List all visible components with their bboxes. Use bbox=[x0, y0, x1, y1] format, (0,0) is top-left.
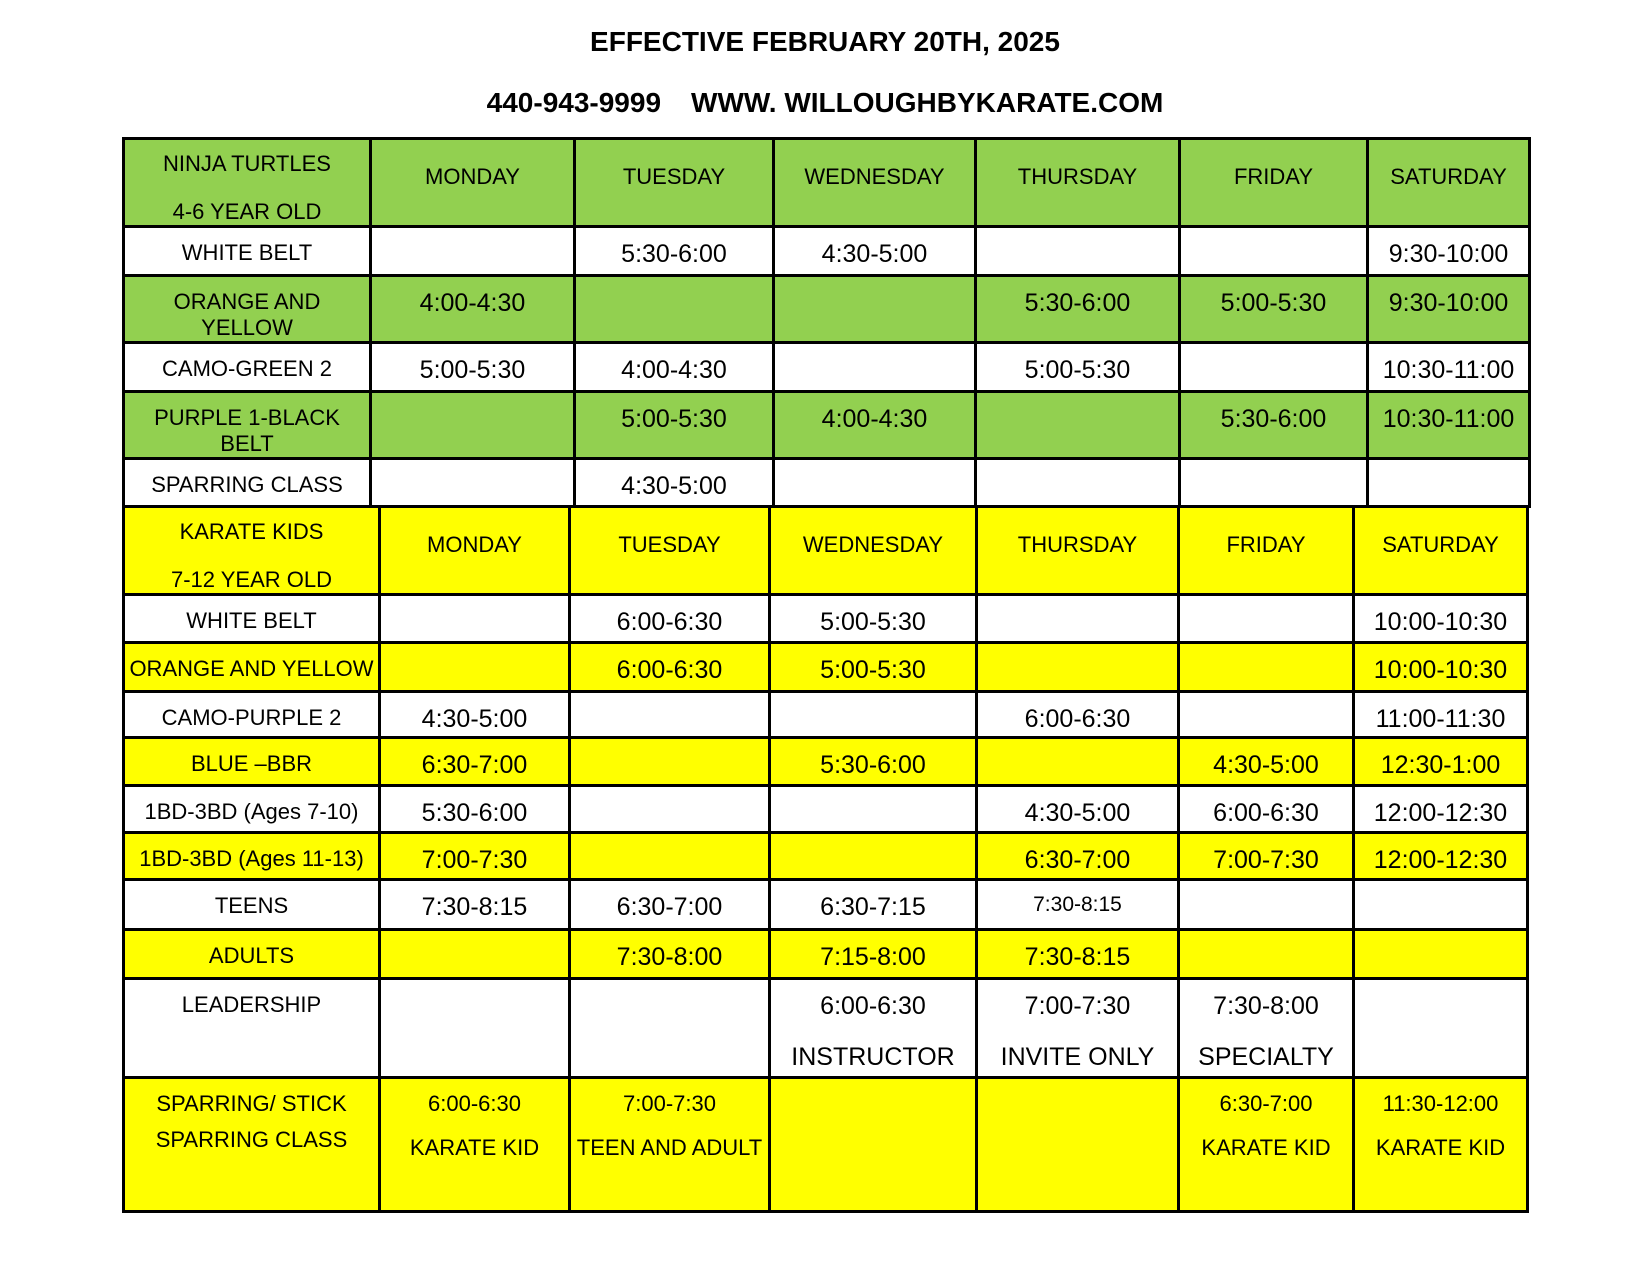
class-label: TEENS bbox=[124, 880, 380, 930]
time-cell-monday bbox=[380, 643, 570, 692]
day-header-friday: FRIDAY bbox=[1179, 507, 1354, 595]
time-cell-monday: 4:30-5:00 bbox=[380, 692, 570, 738]
session-note: KARATE KID bbox=[1201, 1135, 1331, 1160]
table-row bbox=[124, 392, 1530, 459]
class-label bbox=[124, 1078, 380, 1212]
session-time: 7:00-7:30 bbox=[1024, 992, 1131, 1020]
class-label: 1BD-3BD (Ages 11-13) bbox=[124, 833, 380, 880]
day-header-tuesday: TUESDAY bbox=[575, 139, 774, 227]
time-cell-saturday bbox=[1368, 459, 1530, 507]
time-cell-saturday: 10:00-10:30 bbox=[1354, 595, 1528, 643]
day-header-monday: MONDAY bbox=[371, 139, 575, 227]
class-label-line2: SPARRING CLASS bbox=[155, 1127, 348, 1152]
time-cell-tuesday bbox=[570, 692, 770, 738]
time-cell-saturday: 11:00-11:30 bbox=[1354, 692, 1528, 738]
session-time: 6:00-6:30 bbox=[820, 992, 926, 1020]
table-row bbox=[124, 459, 1530, 507]
time-cell-saturday: 9:30-10:00 bbox=[1368, 276, 1530, 343]
time-cell-monday: 6:30-7:00 bbox=[380, 738, 570, 786]
time-cell-monday bbox=[371, 459, 575, 507]
time-cell-saturday: 12:30-1:00 bbox=[1354, 738, 1528, 786]
table-row bbox=[124, 227, 1530, 276]
time-cell-monday bbox=[380, 930, 570, 979]
session-note: KARATE KID bbox=[409, 1135, 540, 1160]
time-cell-wednesday: 5:00-5:30 bbox=[770, 595, 977, 643]
time-cell-wednesday bbox=[774, 343, 976, 392]
time-cell-wednesday: 7:15-8:00 bbox=[770, 930, 977, 979]
session-time: 11:30-12:00 bbox=[1382, 1091, 1499, 1116]
time-cell-thursday bbox=[976, 392, 1180, 459]
time-cell-friday: 6:00-6:30 bbox=[1179, 786, 1354, 833]
time-cell-thursday bbox=[977, 1078, 1179, 1212]
time-cell-tuesday bbox=[570, 1078, 770, 1212]
time-cell-friday bbox=[1179, 595, 1354, 643]
class-label-line1: SPARRING/ STICK bbox=[156, 1091, 347, 1116]
time-cell-friday bbox=[1179, 880, 1354, 930]
day-header-thursday: THURSDAY bbox=[977, 507, 1179, 595]
session-note: SPECIALTY bbox=[1198, 1043, 1334, 1071]
time-cell-friday bbox=[1180, 227, 1368, 276]
time-cell-wednesday: 4:00-4:30 bbox=[774, 392, 976, 459]
session-time: 7:30-8:00 bbox=[1213, 992, 1319, 1020]
time-cell-thursday bbox=[976, 459, 1180, 507]
time-cell-wednesday: 6:30-7:15 bbox=[770, 880, 977, 930]
class-label: CAMO-PURPLE 2 bbox=[124, 692, 380, 738]
time-cell-wednesday bbox=[770, 692, 977, 738]
time-cell-friday bbox=[1179, 692, 1354, 738]
time-cell-wednesday bbox=[774, 459, 976, 507]
time-cell-wednesday bbox=[770, 979, 977, 1078]
day-header-wednesday: WEDNESDAY bbox=[774, 139, 976, 227]
time-cell-wednesday bbox=[774, 276, 976, 343]
table-row bbox=[124, 738, 1528, 786]
day-header-thursday: THURSDAY bbox=[976, 139, 1180, 227]
time-cell-saturday: 12:00-12:30 bbox=[1354, 786, 1528, 833]
time-cell-wednesday: 4:30-5:00 bbox=[774, 227, 976, 276]
time-cell-saturday: 10:30-11:00 bbox=[1368, 392, 1530, 459]
time-cell-monday bbox=[380, 1078, 570, 1212]
time-cell-saturday: 10:30-11:00 bbox=[1368, 343, 1530, 392]
table-row bbox=[124, 276, 1530, 343]
time-cell-thursday: 6:00-6:30 bbox=[977, 692, 1179, 738]
time-cell-wednesday bbox=[770, 1078, 977, 1212]
time-cell-friday: 4:30-5:00 bbox=[1179, 738, 1354, 786]
time-cell-saturday bbox=[1354, 1078, 1528, 1212]
contact-heading bbox=[0, 87, 1650, 119]
class-label: ORANGE AND YELLOW bbox=[124, 276, 371, 343]
time-cell-thursday: 5:30-6:00 bbox=[976, 276, 1180, 343]
time-cell-monday bbox=[380, 595, 570, 643]
day-header-tuesday: TUESDAY bbox=[570, 507, 770, 595]
time-cell-tuesday: 5:00-5:30 bbox=[575, 392, 774, 459]
class-label: BLUE –BBR bbox=[124, 738, 380, 786]
session-time: 7:00-7:30 bbox=[623, 1091, 716, 1116]
class-label: PURPLE 1-BLACK BELT bbox=[124, 392, 371, 459]
time-cell-tuesday bbox=[570, 979, 770, 1078]
phone-number: 440-943-9999 bbox=[486, 87, 662, 118]
time-cell-friday bbox=[1180, 343, 1368, 392]
table-row bbox=[124, 833, 1528, 880]
sparring-row bbox=[124, 1078, 1528, 1212]
class-label: WHITE BELT bbox=[124, 595, 380, 643]
day-header-friday: FRIDAY bbox=[1180, 139, 1368, 227]
table-row bbox=[124, 595, 1528, 643]
time-cell-monday bbox=[371, 392, 575, 459]
time-cell-wednesday: 5:30-6:00 bbox=[770, 738, 977, 786]
time-cell-saturday bbox=[1354, 979, 1528, 1078]
class-label: ADULTS bbox=[124, 930, 380, 979]
session-note: TEEN AND ADULT bbox=[576, 1135, 763, 1160]
time-cell-friday bbox=[1179, 1078, 1354, 1212]
time-cell-tuesday bbox=[570, 833, 770, 880]
table-row bbox=[124, 786, 1528, 833]
time-cell-tuesday bbox=[570, 738, 770, 786]
time-cell-tuesday: 4:00-4:30 bbox=[575, 343, 774, 392]
day-header-saturday: SATURDAY bbox=[1354, 507, 1528, 595]
karate-kids-schedule bbox=[122, 505, 1529, 1213]
day-header-monday: MONDAY bbox=[380, 507, 570, 595]
time-cell-friday bbox=[1180, 459, 1368, 507]
time-cell-monday bbox=[371, 227, 575, 276]
session-time: 6:00-6:30 bbox=[428, 1091, 521, 1116]
time-cell-monday bbox=[380, 979, 570, 1078]
class-label: ORANGE AND YELLOW bbox=[124, 643, 380, 692]
time-cell-thursday bbox=[977, 595, 1179, 643]
class-label: 1BD-3BD (Ages 7-10) bbox=[124, 786, 380, 833]
session-note: INVITE ONLY bbox=[1000, 1043, 1155, 1071]
class-label: SPARRING CLASS bbox=[124, 459, 371, 507]
section-title-cell bbox=[124, 507, 380, 595]
header-row bbox=[124, 507, 1528, 595]
time-cell-wednesday bbox=[770, 786, 977, 833]
ninja-turtles-schedule bbox=[122, 137, 1531, 508]
class-label: WHITE BELT bbox=[124, 227, 371, 276]
session-note: KARATE KID bbox=[1375, 1135, 1506, 1160]
session-time: 6:30-7:00 bbox=[1219, 1091, 1313, 1116]
leadership-row bbox=[124, 979, 1528, 1078]
time-cell-tuesday: 7:30-8:00 bbox=[570, 930, 770, 979]
time-cell-saturday bbox=[1354, 930, 1528, 979]
time-cell-tuesday bbox=[570, 786, 770, 833]
day-header-wednesday: WEDNESDAY bbox=[770, 507, 977, 595]
time-cell-tuesday bbox=[575, 276, 774, 343]
time-cell-monday: 4:00-4:30 bbox=[371, 276, 575, 343]
time-cell-wednesday bbox=[770, 833, 977, 880]
section-ages: 7-12 YEAR OLD bbox=[170, 567, 332, 592]
session-note: INSTRUCTOR bbox=[791, 1043, 955, 1071]
time-cell-friday bbox=[1179, 979, 1354, 1078]
time-cell-monday: 5:00-5:30 bbox=[371, 343, 575, 392]
time-cell-monday: 5:30-6:00 bbox=[380, 786, 570, 833]
time-cell-thursday bbox=[977, 979, 1179, 1078]
time-cell-monday: 7:30-8:15 bbox=[380, 880, 570, 930]
time-cell-tuesday: 5:30-6:00 bbox=[575, 227, 774, 276]
time-cell-tuesday: 6:30-7:00 bbox=[570, 880, 770, 930]
time-cell-friday: 7:00-7:30 bbox=[1179, 833, 1354, 880]
section-title-cell bbox=[124, 139, 371, 227]
time-cell-thursday: 6:30-7:00 bbox=[977, 833, 1179, 880]
class-label: LEADERSHIP bbox=[124, 979, 380, 1078]
day-header-saturday: SATURDAY bbox=[1368, 139, 1530, 227]
time-cell-saturday: 9:30-10:00 bbox=[1368, 227, 1530, 276]
time-cell-monday: 7:00-7:30 bbox=[380, 833, 570, 880]
class-label: CAMO-GREEN 2 bbox=[124, 343, 371, 392]
time-cell-saturday bbox=[1354, 880, 1528, 930]
table-row bbox=[124, 343, 1530, 392]
time-cell-saturday: 12:00-12:30 bbox=[1354, 833, 1528, 880]
time-cell-thursday bbox=[977, 643, 1179, 692]
section-title: KARATE KIDS bbox=[179, 519, 324, 544]
website-url[interactable]: WWW. WILLOUGHBYKARATE.COM bbox=[691, 87, 1164, 118]
time-cell-friday: 5:00-5:30 bbox=[1180, 276, 1368, 343]
table-row bbox=[124, 692, 1528, 738]
section-title: NINJA TURTLES bbox=[163, 151, 331, 176]
table-row bbox=[124, 930, 1528, 979]
time-cell-thursday bbox=[976, 227, 1180, 276]
time-cell-friday bbox=[1179, 930, 1354, 979]
time-cell-friday: 5:30-6:00 bbox=[1180, 392, 1368, 459]
header-row bbox=[124, 139, 1530, 227]
time-cell-thursday: 4:30-5:00 bbox=[977, 786, 1179, 833]
time-cell-thursday: 7:30-8:15 bbox=[977, 930, 1179, 979]
time-cell-tuesday: 6:00-6:30 bbox=[570, 643, 770, 692]
time-cell-saturday: 10:00-10:30 bbox=[1354, 643, 1528, 692]
time-cell-tuesday: 4:30-5:00 bbox=[575, 459, 774, 507]
time-cell-thursday bbox=[977, 738, 1179, 786]
time-cell-thursday: 5:00-5:30 bbox=[976, 343, 1180, 392]
effective-date-heading: EFFECTIVE FEBRUARY 20TH, 2025 bbox=[590, 26, 1060, 57]
time-cell-friday bbox=[1179, 643, 1354, 692]
time-cell-thursday: 7:30-8:15 bbox=[977, 880, 1179, 930]
table-row bbox=[124, 643, 1528, 692]
section-ages: 4-6 YEAR OLD bbox=[172, 199, 322, 224]
time-cell-tuesday: 6:00-6:30 bbox=[570, 595, 770, 643]
table-row bbox=[124, 880, 1528, 930]
time-cell-wednesday: 5:00-5:30 bbox=[770, 643, 977, 692]
